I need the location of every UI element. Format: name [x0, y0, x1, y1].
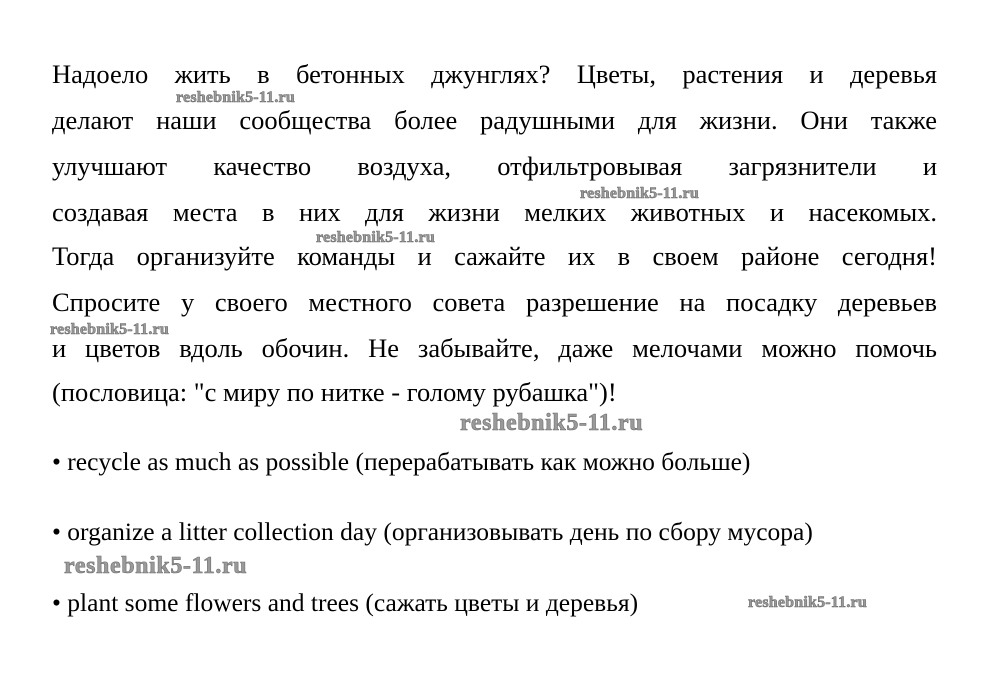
bullet-item-plant: • plant some flowers and trees (сажать цветы и деревья) [52, 588, 639, 617]
watermark-text: reshebnik5-11.ru [316, 229, 435, 246]
paragraph-line-3: улучшают качество воздуха, отфильтровывая загрязнители и [52, 151, 937, 181]
paragraph-line-5: Тогда организуйте команды и сажайте их в своем районе сегодня! [52, 241, 937, 271]
paragraph-line-1: Надоело жить в бетонных джунглях? Цветы, растения и деревья [52, 59, 937, 89]
bullet-item-litter-collection: • organize a litter collection day (организовывать день по сбору мусора) [52, 517, 813, 546]
paragraph-line-2: делают наши сообщества более радушными для жизни. Они также [52, 105, 937, 135]
watermark-text: reshebnik5-11.ru [748, 594, 867, 611]
watermark-text: reshebnik5-11.ru [64, 553, 248, 579]
watermark-text: reshebnik5-11.ru [460, 410, 644, 436]
watermark-text: reshebnik5-11.ru [50, 321, 169, 338]
paragraph-line-4: создавая места в них для жизни мелких животных и насекомых. [52, 197, 937, 227]
paragraph-line-7: и цветов вдоль обочин. Не забывайте, даже мелочами можно помочь [52, 333, 937, 363]
bullet-item-recycle: • recycle as much as possible (перерабатывать как можно больше) [52, 447, 751, 476]
watermark-text: reshebnik5-11.ru [176, 89, 295, 106]
paragraph-line-8: (пословица: "с миру по нитке - голому рубашка")! [52, 377, 617, 407]
watermark-text: reshebnik5-11.ru [580, 185, 699, 202]
paragraph-line-6: Спросите у своего местного совета разрешение на посадку деревьев [52, 287, 937, 317]
